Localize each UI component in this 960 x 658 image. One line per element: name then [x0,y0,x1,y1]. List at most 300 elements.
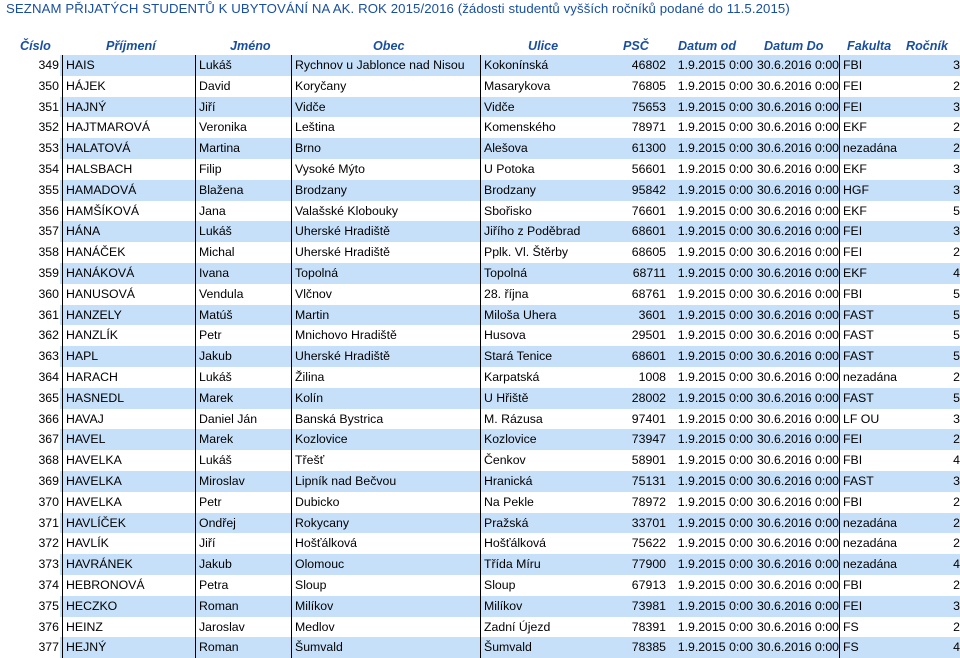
faculty-cell: nezadána [839,554,949,575]
row-number-cell: 362 [38,328,59,343]
first-name-cell: Roman [195,596,291,617]
first-name-cell: Jakub [195,554,291,575]
postal-code-cell: 3601 [638,307,666,322]
date-from-cell: 1.9.2015 0:00 [677,286,753,301]
street-cell: Topolná [480,263,614,284]
table-row [38,159,960,180]
city-cell: Topolná [291,263,480,284]
faculty-cell: FBI [839,575,949,596]
row-number-cell: 354 [38,162,59,176]
row-number-cell: 377 [38,640,59,655]
date-from-cell: 1.9.2015 0:00 [677,162,753,176]
last-name-cell: HAVRÁNEK [62,554,195,575]
city-cell: Rokycany [291,513,480,534]
table-row [38,554,960,575]
last-name-cell: HANÁČEK [62,242,195,263]
date-from-cell: 1.9.2015 0:00 [677,99,753,114]
table-row [38,492,960,513]
first-name-cell: Lukáš [195,450,291,471]
street-cell: M. Rázusa [480,409,614,430]
date-to-cell: 30.6.2016 0:00 [756,578,839,592]
postal-code-cell: 78391 [631,619,666,634]
faculty-cell: FS [839,637,949,658]
table-row [38,201,960,222]
faculty-cell: nezadána [839,533,949,554]
date-to-cell: 30.6.2016 0:00 [756,640,839,655]
city-cell: Vidče [291,97,480,118]
street-cell: Kokonínská [480,55,614,76]
street-cell: Hranická [480,471,614,492]
city-cell: Šumvald [291,637,480,658]
first-name-cell: Marek [195,429,291,450]
last-name-cell: HECZKO [62,596,195,617]
street-cell: U Potoka [480,159,614,180]
last-name-cell: HAVELKA [62,471,195,492]
first-name-cell: Roman [195,637,291,658]
table-row [38,221,960,242]
year-cell: 5 [953,328,960,343]
year-cell: 2 [953,619,960,634]
first-name-cell: Lukáš [195,367,291,388]
street-cell: Šumvald [480,637,614,658]
first-name-cell: Matúš [195,305,291,326]
faculty-cell: FEI [839,76,949,97]
postal-code-cell: 29501 [631,328,666,343]
faculty-cell: FBI [839,450,949,471]
first-name-cell: Martina [195,138,291,159]
city-cell: Koryčany [291,76,480,97]
year-cell: 5 [953,203,960,218]
date-to-cell: 30.6.2016 0:00 [756,494,839,509]
postal-code-cell: 97401 [631,411,666,426]
first-name-cell: Michal [195,242,291,263]
date-from-cell: 1.9.2015 0:00 [677,245,753,260]
street-cell: Karpatská [480,367,614,388]
last-name-cell: HAJTMAROVÁ [62,117,195,138]
faculty-cell: FBI [839,55,949,76]
header-prijmeni: Příjmení [106,39,156,53]
city-cell: Vlčnov [291,284,480,305]
last-name-cell: HAVLÍK [62,533,195,554]
city-cell: Olomouc [291,554,480,575]
postal-code-cell: 73947 [631,432,666,447]
table-row [38,180,960,201]
street-cell: Miloša Uhera [480,305,614,326]
header-rocnik: Ročník [906,39,948,53]
row-number-cell: 360 [38,286,59,301]
street-cell: Milíkov [480,596,614,617]
first-name-cell: Petra [195,575,291,596]
date-to-cell: 30.6.2016 0:00 [756,598,839,613]
table-row [38,429,960,450]
header-jmeno: Jméno [230,39,271,53]
city-cell: Dubicko [291,492,480,513]
table-row [38,596,960,617]
faculty-cell: FEI [839,429,949,450]
postal-code-cell: 68711 [632,266,666,280]
last-name-cell: HANZLÍK [62,325,195,346]
year-cell: 3 [953,224,960,239]
faculty-cell: nezadána [839,513,949,534]
year-cell: 4 [953,266,960,280]
last-name-cell: HASNEDL [62,388,195,409]
row-number-cell: 375 [38,598,59,613]
postal-code-cell: 58901 [631,453,666,468]
faculty-cell: nezadána [839,367,949,388]
year-cell: 2 [953,141,960,156]
date-from-cell: 1.9.2015 0:00 [677,536,753,551]
date-from-cell: 1.9.2015 0:00 [677,453,753,468]
first-name-cell: Filip [195,159,291,180]
first-name-cell: Daniel Ján [195,409,291,430]
street-cell: U Hřiště [480,388,614,409]
year-cell: 2 [953,536,960,551]
date-from-cell: 1.9.2015 0:00 [677,203,753,218]
postal-code-cell: 68605 [631,245,666,260]
last-name-cell: HARACH [62,367,195,388]
year-cell: 2 [953,370,960,384]
postal-code-cell: 68601 [631,349,666,364]
first-name-cell: Petr [195,492,291,513]
date-to-cell: 30.6.2016 0:00 [756,78,839,93]
last-name-cell: HAVEL [62,429,195,450]
date-from-cell: 1.9.2015 0:00 [677,557,753,572]
first-name-cell: Jiří [195,533,291,554]
year-cell: 3 [953,598,960,613]
row-number-cell: 355 [38,182,59,197]
city-cell: Hošťálková [291,533,480,554]
date-from-cell: 1.9.2015 0:00 [677,390,753,405]
faculty-cell: EKF [839,201,949,222]
year-cell: 5 [953,286,960,301]
row-number-cell: 350 [38,78,59,93]
last-name-cell: HEBRONOVÁ [62,575,195,596]
table-row [38,617,960,638]
table-row [38,138,960,159]
date-to-cell: 30.6.2016 0:00 [756,224,839,239]
header-fakulta: Fakulta [847,39,892,53]
year-cell: 3 [953,474,960,488]
date-from-cell: 1.9.2015 0:00 [677,224,753,239]
row-number-cell: 373 [38,557,59,572]
row-number-cell: 365 [38,390,59,405]
street-cell: Na Pekle [480,492,614,513]
last-name-cell: HAPL [62,346,195,367]
city-cell: Kozlovice [291,429,480,450]
first-name-cell: Lukáš [195,55,291,76]
table-row [38,388,960,409]
city-cell: Sloup [291,575,480,596]
street-cell: Třída Míru [480,554,614,575]
table-row [38,284,960,305]
first-name-cell: Ondřej [195,513,291,534]
date-to-cell: 30.6.2016 0:00 [756,370,839,384]
page-title: SEZNAM PŘIJATÝCH STUDENTŮ K UBYTOVÁNÍ NA AK. ROK 2015/2016 (žádosti studentů vyšších ročníků podané do 11.5.2015) [6,1,790,16]
street-cell: Sbořisko [480,201,614,222]
table-row [38,409,960,430]
last-name-cell: HANZELY [62,305,195,326]
postal-code-cell: 76805 [631,78,666,93]
row-number-cell: 367 [38,432,59,447]
street-cell: Hošťálková [480,533,614,554]
last-name-cell: HALSBACH [62,159,195,180]
postal-code-cell: 28002 [631,390,666,405]
row-number-cell: 363 [38,349,59,364]
first-name-cell: Miroslav [195,471,291,492]
city-cell: Rychnov u Jablonce nad Nisou [291,55,480,76]
first-name-cell: Jakub [195,346,291,367]
date-from-cell: 1.9.2015 0:00 [677,349,753,364]
postal-code-cell: 78971 [631,120,666,135]
postal-code-cell: 56601 [631,162,666,176]
date-to-cell: 30.6.2016 0:00 [756,266,839,280]
first-name-cell: Marek [195,388,291,409]
year-cell: 3 [953,162,960,176]
faculty-cell: FEI [839,97,949,118]
postal-code-cell: 78972 [631,494,666,509]
city-cell: Žilina [291,367,480,388]
faculty-cell: nezadána [839,138,949,159]
table-row [38,305,960,326]
postal-code-cell: 68761 [631,286,666,301]
year-cell: 4 [953,557,960,572]
postal-code-cell: 1008 [638,370,666,384]
date-to-cell: 30.6.2016 0:00 [756,245,839,260]
city-cell: Brno [291,138,480,159]
year-cell: 2 [953,578,960,592]
table-row [38,97,960,118]
first-name-cell: Jiří [195,97,291,118]
postal-code-cell: 33701 [631,515,666,530]
row-number-cell: 351 [38,99,59,114]
year-cell: 3 [953,99,960,114]
street-cell: Zadní Újezd [480,617,614,638]
header-obec: Obec [373,39,405,53]
faculty-cell: LF OU [839,409,949,430]
date-from-cell: 1.9.2015 0:00 [677,182,753,197]
city-cell: Uherské Hradiště [291,346,480,367]
date-from-cell: 1.9.2015 0:00 [677,640,753,655]
table-header [0,38,960,54]
date-to-cell: 30.6.2016 0:00 [756,619,839,634]
first-name-cell: Blažena [195,180,291,201]
year-cell: 2 [953,78,960,93]
table-row [38,242,960,263]
header-cislo: Číslo [20,39,51,53]
last-name-cell: HEJNÝ [62,637,195,658]
row-number-cell: 376 [38,619,59,634]
faculty-cell: FEI [839,596,949,617]
row-number-cell: 349 [38,58,59,72]
year-cell: 2 [953,515,960,530]
street-cell: Komenského [480,117,614,138]
postal-code-cell: 73981 [631,598,666,613]
faculty-cell: FAST [839,471,949,492]
last-name-cell: HAVELKA [62,450,195,471]
date-to-cell: 30.6.2016 0:00 [756,286,839,301]
street-cell: Kozlovice [480,429,614,450]
date-to-cell: 30.6.2016 0:00 [756,411,839,426]
first-name-cell: Vendula [195,284,291,305]
date-from-cell: 1.9.2015 0:00 [677,432,753,447]
city-cell: Třešť [291,450,480,471]
last-name-cell: HEINZ [62,617,195,638]
faculty-cell: FEI [839,242,949,263]
date-to-cell: 30.6.2016 0:00 [756,349,839,364]
date-to-cell: 30.6.2016 0:00 [756,58,839,72]
postal-code-cell: 61300 [631,141,666,156]
date-from-cell: 1.9.2015 0:00 [677,328,753,343]
faculty-cell: FAST [839,305,949,326]
date-to-cell: 30.6.2016 0:00 [756,182,839,197]
postal-code-cell: 78385 [631,640,666,655]
date-to-cell: 30.6.2016 0:00 [756,99,839,114]
row-number-cell: 374 [38,578,59,592]
postal-code-cell: 76601 [631,203,666,218]
row-number-cell: 366 [38,411,59,426]
year-cell: 3 [953,58,960,72]
last-name-cell: HÁJEK [62,76,195,97]
date-from-cell: 1.9.2015 0:00 [677,494,753,509]
date-from-cell: 1.9.2015 0:00 [677,58,753,72]
last-name-cell: HAMADOVÁ [62,180,195,201]
table-row [38,76,960,97]
table-row [38,55,960,76]
header-psc: PSČ [623,39,649,53]
faculty-cell: FEI [839,221,949,242]
postal-code-cell: 46802 [631,58,666,72]
year-cell: 5 [953,307,960,322]
date-to-cell: 30.6.2016 0:00 [756,328,839,343]
row-number-cell: 364 [38,370,59,384]
street-cell: Alešova [480,138,614,159]
date-from-cell: 1.9.2015 0:00 [677,619,753,634]
city-cell: Milíkov [291,596,480,617]
year-cell: 3 [953,182,960,197]
table-row [38,533,960,554]
date-to-cell: 30.6.2016 0:00 [756,141,839,156]
first-name-cell: Petr [195,325,291,346]
row-number-cell: 357 [38,224,59,239]
city-cell: Valašské Klobouky [291,201,480,222]
city-cell: Kolín [291,388,480,409]
faculty-cell: FAST [839,325,949,346]
date-from-cell: 1.9.2015 0:00 [677,474,753,488]
row-number-cell: 356 [38,203,59,218]
city-cell: Mnichovo Hradiště [291,325,480,346]
row-number-cell: 352 [38,120,59,135]
table-row [38,325,960,346]
last-name-cell: HÁNA [62,221,195,242]
postal-code-cell: 75653 [631,99,666,114]
year-cell: 3 [953,411,960,426]
row-number-cell: 369 [38,474,59,488]
faculty-cell: FBI [839,284,949,305]
row-number-cell: 359 [38,266,59,280]
city-cell: Medlov [291,617,480,638]
row-number-cell: 353 [38,141,59,156]
postal-code-cell: 95842 [631,182,666,197]
city-cell: Vysoké Mýto [291,159,480,180]
date-to-cell: 30.6.2016 0:00 [756,390,839,405]
city-cell: Lipník nad Bečvou [291,471,480,492]
date-from-cell: 1.9.2015 0:00 [677,141,753,156]
date-from-cell: 1.9.2015 0:00 [677,515,753,530]
street-cell: Jiřího z Poděbrad [480,221,614,242]
faculty-cell: EKF [839,263,949,284]
date-from-cell: 1.9.2015 0:00 [677,578,753,592]
first-name-cell: Lukáš [195,221,291,242]
table-row [38,450,960,471]
date-from-cell: 1.9.2015 0:00 [677,370,753,384]
table-row [38,513,960,534]
street-cell: Stará Tenice [480,346,614,367]
date-from-cell: 1.9.2015 0:00 [677,598,753,613]
year-cell: 5 [953,390,960,405]
date-to-cell: 30.6.2016 0:00 [756,474,839,488]
street-cell: Husova [480,325,614,346]
date-from-cell: 1.9.2015 0:00 [677,307,753,322]
date-to-cell: 30.6.2016 0:00 [756,432,839,447]
postal-code-cell: 75622 [631,536,666,551]
faculty-cell: EKF [839,159,949,180]
last-name-cell: HANUSOVÁ [62,284,195,305]
table-row [38,263,960,284]
last-name-cell: HAMŠÍKOVÁ [62,201,195,222]
header-datum-od: Datum od [678,39,737,53]
city-cell: Banská Bystrica [291,409,480,430]
date-to-cell: 30.6.2016 0:00 [756,120,839,135]
faculty-cell: HGF [839,180,949,201]
row-number-cell: 368 [38,453,59,468]
city-cell: Brodzany [291,180,480,201]
street-cell: Pplk. Vl. Štěrby [480,242,614,263]
first-name-cell: Veronika [195,117,291,138]
last-name-cell: HANÁKOVÁ [62,263,195,284]
street-cell: Pražská [480,513,614,534]
street-cell: Vidče [480,97,614,118]
table-row [38,367,960,388]
last-name-cell: HAVAJ [62,409,195,430]
street-cell: Čenkov [480,450,614,471]
table-row [38,471,960,492]
faculty-cell: FAST [839,388,949,409]
date-to-cell: 30.6.2016 0:00 [756,557,839,572]
table-row [38,117,960,138]
date-to-cell: 30.6.2016 0:00 [756,162,839,176]
first-name-cell: David [195,76,291,97]
year-cell: 2 [953,432,960,447]
city-cell: Uherské Hradiště [291,221,480,242]
street-cell: 28. října [480,284,614,305]
first-name-cell: Ivana [195,263,291,284]
city-cell: Uherské Hradiště [291,242,480,263]
year-cell: 2 [953,245,960,260]
street-cell: Masarykova [480,76,614,97]
street-cell: Sloup [480,575,614,596]
year-cell: 4 [953,640,960,655]
year-cell: 2 [953,494,960,509]
postal-code-cell: 67913 [631,578,666,592]
year-cell: 2 [953,120,960,135]
date-from-cell: 1.9.2015 0:00 [677,266,753,280]
last-name-cell: HAVELKA [62,492,195,513]
header-ulice: Ulice [528,39,559,53]
faculty-cell: FS [839,617,949,638]
header-datum-do: Datum Do [764,39,824,53]
date-from-cell: 1.9.2015 0:00 [677,120,753,135]
city-cell: Martin [291,305,480,326]
